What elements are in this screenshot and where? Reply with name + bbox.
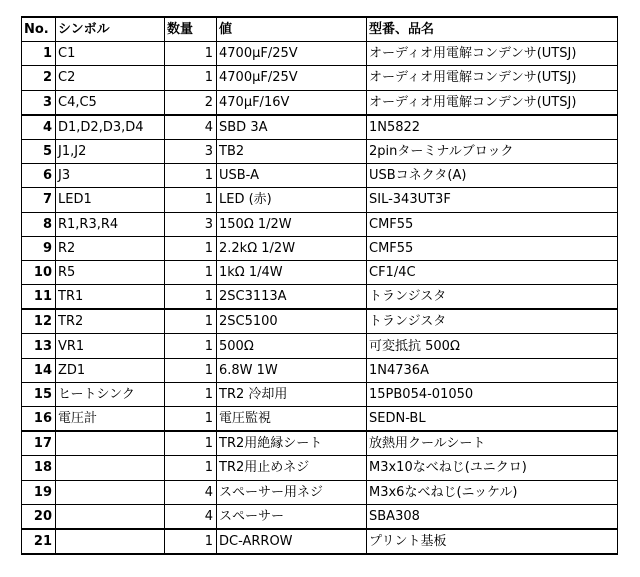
row-qty: 1 — [165, 164, 217, 188]
row-value: スペーサー — [217, 504, 367, 529]
row-number: 14 — [22, 358, 56, 382]
row-part: 可変抵抗 500Ω — [367, 334, 618, 358]
row-qty: 3 — [165, 212, 217, 236]
row-number: 21 — [22, 529, 56, 554]
row-symbol: ZD1 — [56, 358, 165, 382]
row-number: 19 — [22, 480, 56, 504]
row-value: USB-A — [217, 164, 367, 188]
table-row — [22, 115, 618, 140]
row-part: USBコネクタ(A) — [367, 164, 618, 188]
table-row — [22, 212, 618, 236]
table-row — [22, 480, 618, 504]
row-symbol: J3 — [56, 164, 165, 188]
row-qty: 1 — [165, 407, 217, 432]
row-qty: 1 — [165, 529, 217, 554]
table-row — [22, 260, 618, 284]
row-part: SBA308 — [367, 504, 618, 529]
header-symbol: シンボル — [56, 17, 165, 42]
table-row — [22, 236, 618, 260]
row-part: オーディオ用電解コンデンサ(UTSJ) — [367, 66, 618, 90]
row-symbol — [56, 529, 165, 554]
row-value: 2SC3113A — [217, 285, 367, 310]
row-qty: 1 — [165, 431, 217, 456]
row-part: トランジスタ — [367, 309, 618, 334]
row-number: 18 — [22, 456, 56, 480]
header-value: 値 — [217, 17, 367, 42]
row-part: SEDN-BL — [367, 407, 618, 432]
row-number: 3 — [22, 90, 56, 115]
row-qty: 3 — [165, 139, 217, 163]
row-part: オーディオ用電解コンデンサ(UTSJ) — [367, 90, 618, 115]
row-qty: 1 — [165, 382, 217, 406]
row-value: LED (赤) — [217, 188, 367, 212]
row-value: 4700μF/25V — [217, 66, 367, 90]
row-qty: 4 — [165, 504, 217, 529]
header-part: 型番、品名 — [367, 17, 618, 42]
table-row — [22, 431, 618, 456]
row-number: 1 — [22, 42, 56, 66]
row-value: SBD 3A — [217, 115, 367, 140]
row-qty: 4 — [165, 480, 217, 504]
table-row — [22, 504, 618, 529]
row-number: 9 — [22, 236, 56, 260]
table-row — [22, 139, 618, 163]
row-symbol: C4,C5 — [56, 90, 165, 115]
row-part: M3x10なべねじ(ユニクロ) — [367, 456, 618, 480]
row-number: 8 — [22, 212, 56, 236]
row-qty: 1 — [165, 236, 217, 260]
table-row — [22, 309, 618, 334]
row-value: TR2用絶縁シート — [217, 431, 367, 456]
row-symbol: TR2 — [56, 309, 165, 334]
row-part: M3x6なべねじ(ニッケル) — [367, 480, 618, 504]
row-value: 6.8W 1W — [217, 358, 367, 382]
row-value: 1kΩ 1/4W — [217, 260, 367, 284]
row-value: DC-ARROW — [217, 529, 367, 554]
row-number: 20 — [22, 504, 56, 529]
row-symbol: R5 — [56, 260, 165, 284]
row-part: オーディオ用電解コンデンサ(UTSJ) — [367, 42, 618, 66]
table-row — [22, 188, 618, 212]
table-row — [22, 42, 618, 66]
table-row — [22, 90, 618, 115]
row-symbol: LED1 — [56, 188, 165, 212]
table-row — [22, 164, 618, 188]
row-symbol: C2 — [56, 66, 165, 90]
row-symbol — [56, 480, 165, 504]
row-number: 13 — [22, 334, 56, 358]
row-part: 放熱用クールシート — [367, 431, 618, 456]
table-row — [22, 66, 618, 90]
table-row — [22, 407, 618, 432]
row-number: 16 — [22, 407, 56, 432]
row-symbol — [56, 456, 165, 480]
header-row — [22, 17, 618, 42]
row-number: 17 — [22, 431, 56, 456]
table-row — [22, 285, 618, 310]
row-part: 1N5822 — [367, 115, 618, 140]
row-value: 4700μF/25V — [217, 42, 367, 66]
row-number: 10 — [22, 260, 56, 284]
table-row — [22, 358, 618, 382]
row-value: 電圧監視 — [217, 407, 367, 432]
header-no: No. — [22, 17, 56, 42]
row-part: プリント基板 — [367, 529, 618, 554]
row-symbol: R1,R3,R4 — [56, 212, 165, 236]
row-number: 7 — [22, 188, 56, 212]
row-number: 4 — [22, 115, 56, 140]
table-row — [22, 456, 618, 480]
row-number: 6 — [22, 164, 56, 188]
row-part: CMF55 — [367, 212, 618, 236]
row-symbol: J1,J2 — [56, 139, 165, 163]
row-value: 2SC5100 — [217, 309, 367, 334]
row-qty: 1 — [165, 66, 217, 90]
row-part: CF1/4C — [367, 260, 618, 284]
row-value: TR2 冷却用 — [217, 382, 367, 406]
row-value: 500Ω — [217, 334, 367, 358]
table-body — [22, 42, 618, 554]
row-part: トランジスタ — [367, 285, 618, 310]
row-qty: 1 — [165, 309, 217, 334]
row-symbol — [56, 431, 165, 456]
row-number: 12 — [22, 309, 56, 334]
row-value: 470μF/16V — [217, 90, 367, 115]
row-part: SIL-343UT3F — [367, 188, 618, 212]
row-part: 1N4736A — [367, 358, 618, 382]
row-qty: 1 — [165, 260, 217, 284]
row-number: 15 — [22, 382, 56, 406]
row-symbol: D1,D2,D3,D4 — [56, 115, 165, 140]
row-part: CMF55 — [367, 236, 618, 260]
row-number: 2 — [22, 66, 56, 90]
row-part: 15PB054-01050 — [367, 382, 618, 406]
row-symbol — [56, 504, 165, 529]
row-value: 150Ω 1/2W — [217, 212, 367, 236]
row-value: TB2 — [217, 139, 367, 163]
row-qty: 2 — [165, 90, 217, 115]
row-qty: 1 — [165, 188, 217, 212]
row-symbol: R2 — [56, 236, 165, 260]
header-qty: 数量 — [165, 17, 217, 42]
row-symbol: ヒートシンク — [56, 382, 165, 406]
table-row — [22, 334, 618, 358]
row-qty: 1 — [165, 358, 217, 382]
row-value: スペーサー用ネジ — [217, 480, 367, 504]
row-number: 5 — [22, 139, 56, 163]
row-qty: 1 — [165, 42, 217, 66]
parts-list-table — [21, 16, 618, 555]
table-row — [22, 529, 618, 554]
row-qty: 4 — [165, 115, 217, 140]
row-value: 2.2kΩ 1/2W — [217, 236, 367, 260]
row-symbol: VR1 — [56, 334, 165, 358]
row-symbol: C1 — [56, 42, 165, 66]
row-value: TR2用止めネジ — [217, 456, 367, 480]
row-symbol: 電圧計 — [56, 407, 165, 432]
row-qty: 1 — [165, 285, 217, 310]
row-part: 2pinターミナルブロック — [367, 139, 618, 163]
table-row — [22, 382, 618, 406]
row-symbol: TR1 — [56, 285, 165, 310]
row-qty: 1 — [165, 334, 217, 358]
row-qty: 1 — [165, 456, 217, 480]
row-number: 11 — [22, 285, 56, 310]
